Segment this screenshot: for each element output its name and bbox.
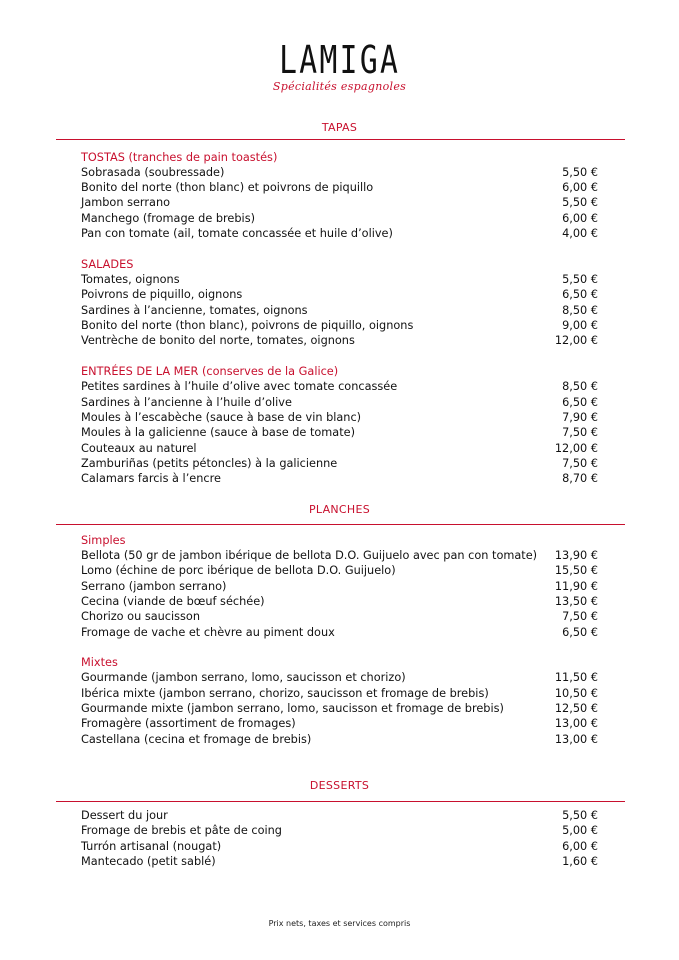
menu-item xyxy=(81,580,598,595)
menu-item-price: 8,50 € xyxy=(562,380,598,393)
menu-item-price: 12,50 € xyxy=(554,702,598,715)
menu-item-name: Sardines à l’ancienne, tomates, oignons xyxy=(81,304,308,317)
menu-item-name: Calamars farcis à l’encre xyxy=(81,472,221,485)
menu-item-price: 6,00 € xyxy=(562,840,598,853)
menu-item xyxy=(81,273,598,288)
menu-item-name: Lomo (échine de porc ibérique de bellota D.O. Guijuelo) xyxy=(81,564,396,577)
menu-item-price: 5,50 € xyxy=(562,196,598,209)
menu-item-price: 6,50 € xyxy=(562,288,598,301)
menu-item-name: Gourmande mixte (jambon serrano, lomo, saucisson et fromage de brebis) xyxy=(81,702,504,715)
menu-item xyxy=(81,549,598,564)
menu-item-name: Poivrons de piquillo, oignons xyxy=(81,288,243,301)
menu-item-price: 13,90 € xyxy=(554,549,598,562)
menu-item xyxy=(81,472,598,487)
menu-item-name: Zamburiñas (petits pétoncles) à la galicienne xyxy=(81,457,338,470)
menu-item-price: 15,50 € xyxy=(554,564,598,577)
section-divider xyxy=(56,524,625,525)
menu-item-price: 8,50 € xyxy=(562,304,598,317)
logo xyxy=(0,38,679,93)
menu-item-price: 13,00 € xyxy=(554,717,598,730)
menu-item-name: Manchego (fromage de brebis) xyxy=(81,212,255,225)
menu-item xyxy=(81,442,598,457)
menu-item xyxy=(81,824,598,839)
menu-item xyxy=(81,166,598,181)
menu-item-price: 6,50 € xyxy=(562,396,598,409)
menu-item-price: 6,00 € xyxy=(562,212,598,225)
menu-item xyxy=(81,717,598,732)
menu-item-name: Couteaux au naturel xyxy=(81,442,197,455)
menu-item-price: 13,00 € xyxy=(554,733,598,746)
logo-wordmark: LAMIGA xyxy=(278,38,401,82)
menu-item-price: 12,00 € xyxy=(554,442,598,455)
menu-item xyxy=(81,855,598,870)
menu-item-name: Bellota (50 gr de jambon ibérique de bellota D.O. Guijuelo avec pan con tomate) xyxy=(81,549,538,562)
menu-item-name: Mantecado (petit sablé) xyxy=(81,855,216,868)
menu-item xyxy=(81,687,598,702)
logo-tagline: Spécialités espagnoles xyxy=(272,80,407,93)
footer-note: Prix nets, taxes et services compris xyxy=(268,919,411,928)
menu-item xyxy=(81,380,598,395)
menu-item xyxy=(81,610,598,625)
menu-item-price: 7,50 € xyxy=(562,457,598,470)
category-heading-simples: Simples xyxy=(81,534,126,547)
menu-item-name: Moules à l’escabèche (sauce à base de vin blanc) xyxy=(81,411,362,424)
menu-item-name: Fromage de vache et chèvre au piment doux xyxy=(81,626,335,639)
menu-item-price: 12,00 € xyxy=(554,334,598,347)
menu-item-price: 11,90 € xyxy=(554,580,598,593)
category-heading-tostas: TOSTAS (tranches de pain toastés) xyxy=(81,151,278,164)
category-heading-entrees: ENTRÉES DE LA MER (conserves de la Galice) xyxy=(81,365,339,378)
menu-item-price: 9,00 € xyxy=(562,319,598,332)
section-divider xyxy=(56,139,625,140)
menu-item xyxy=(81,288,598,303)
menu-item-name: Bonito del norte (thon blanc) et poivrons de piquillo xyxy=(81,181,374,194)
menu-item-name: Moules à la galicienne (sauce à base de tomate) xyxy=(81,426,356,439)
menu-item xyxy=(81,334,598,349)
menu-item xyxy=(81,181,598,196)
menu-item xyxy=(81,319,598,334)
menu-item-price: 10,50 € xyxy=(554,687,598,700)
menu-item xyxy=(81,809,598,824)
menu-item-name: Turrón artisanal (nougat) xyxy=(81,840,222,853)
menu-item-name: Fromagère (assortiment de fromages) xyxy=(81,717,296,730)
menu-item-price: 13,50 € xyxy=(554,595,598,608)
menu-item-price: 8,70 € xyxy=(562,472,598,485)
section-title-planches: PLANCHES xyxy=(308,503,371,516)
menu-item xyxy=(81,564,598,579)
menu-item-name: Tomates, oignons xyxy=(81,273,180,286)
menu-item-name: Pan con tomate (ail, tomate concassée et huile d’olive) xyxy=(81,227,393,240)
menu-item xyxy=(81,702,598,717)
menu-item-name: Sobrasada (soubressade) xyxy=(81,166,225,179)
menu-item-name: Fromage de brebis et pâte de coing xyxy=(81,824,282,837)
menu-item xyxy=(81,212,598,227)
menu-item xyxy=(81,227,598,242)
menu-item xyxy=(81,733,598,748)
menu-item-price: 4,00 € xyxy=(562,227,598,240)
menu-item-price: 11,50 € xyxy=(554,671,598,684)
menu-item-price: 7,50 € xyxy=(562,610,598,623)
section-title-tapas: TAPAS xyxy=(321,121,358,134)
menu-item-name: Chorizo ou saucisson xyxy=(81,610,200,623)
menu-item xyxy=(81,411,598,426)
menu-item-name: Ventrèche de bonito del norte, tomates, oignons xyxy=(81,334,355,347)
menu-item-name: Gourmande (jambon serrano, lomo, saucisson et chorizo) xyxy=(81,671,406,684)
menu-item-price: 5,50 € xyxy=(562,809,598,822)
menu-item-name: Cecina (viande de bœuf séchée) xyxy=(81,595,265,608)
menu-item xyxy=(81,671,598,686)
section-divider xyxy=(56,801,625,802)
category-heading-mixtes: Mixtes xyxy=(81,656,118,669)
menu-item-price: 7,50 € xyxy=(562,426,598,439)
menu-item-name: Dessert du jour xyxy=(81,809,168,822)
menu-item-name: Castellana (cecina et fromage de brebis) xyxy=(81,733,312,746)
menu-item xyxy=(81,457,598,472)
menu-item-price: 6,50 € xyxy=(562,626,598,639)
menu-item-name: Sardines à l’ancienne à l’huile d’olive xyxy=(81,396,292,409)
menu-item-price: 5,50 € xyxy=(562,166,598,179)
section-title-desserts: DESSERTS xyxy=(309,779,370,792)
menu-item xyxy=(81,396,598,411)
menu-item xyxy=(81,426,598,441)
menu-item-name: Jambon serrano xyxy=(81,196,171,209)
menu-item-price: 5,50 € xyxy=(562,273,598,286)
menu-item-price: 7,90 € xyxy=(562,411,598,424)
menu-item-price: 1,60 € xyxy=(562,855,598,868)
menu-item-price: 5,00 € xyxy=(562,824,598,837)
menu-item-name: Bonito del norte (thon blanc), poivrons de piquillo, oignons xyxy=(81,319,414,332)
menu-item-price: 6,00 € xyxy=(562,181,598,194)
menu-item xyxy=(81,196,598,211)
menu-item xyxy=(81,304,598,319)
menu-item xyxy=(81,626,598,641)
category-heading-salades: SALADES xyxy=(81,258,134,271)
menu-item xyxy=(81,595,598,610)
menu-item-name: Ibérica mixte (jambon serrano, chorizo, saucisson et fromage de brebis) xyxy=(81,687,489,700)
menu-item-name: Serrano (jambon serrano) xyxy=(81,580,227,593)
menu-item xyxy=(81,840,598,855)
menu-item-name: Petites sardines à l’huile d’olive avec tomate concassée xyxy=(81,380,398,393)
